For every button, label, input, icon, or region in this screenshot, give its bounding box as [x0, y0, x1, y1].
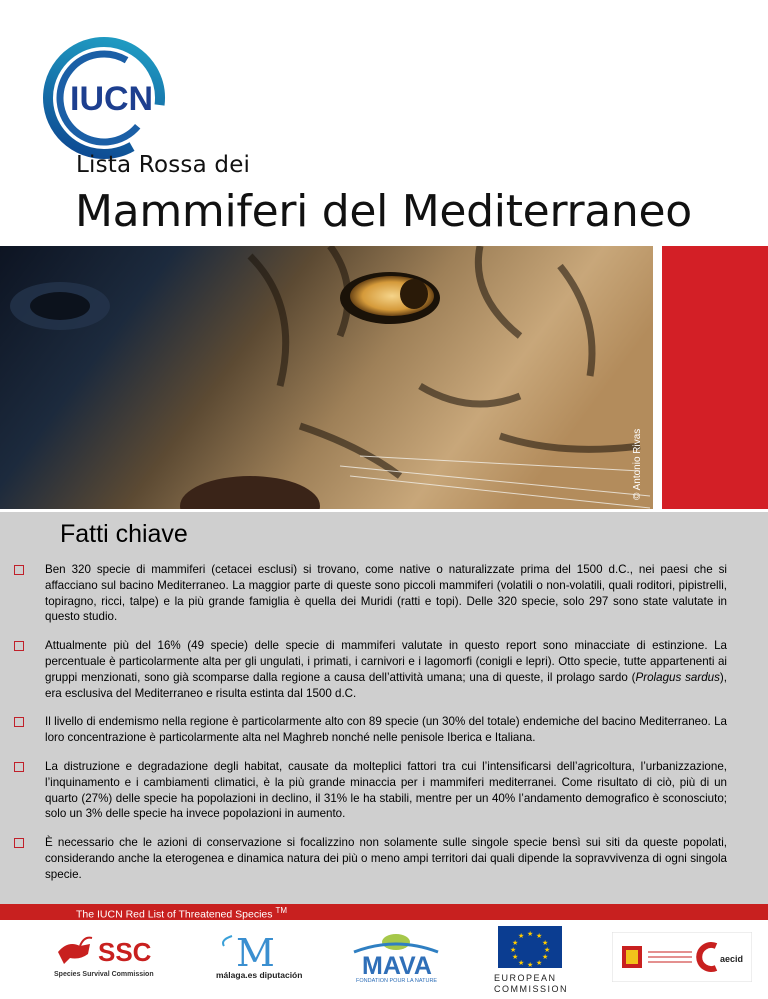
svg-text:★: ★	[510, 946, 517, 954]
svg-text:★: ★	[518, 959, 525, 967]
aecid-text: aecid	[720, 954, 744, 964]
fact-text: Ben 320 specie di mammiferi (cetacei esclusi) si trovano, come native o naturalizzate prima del 1500 d.C., nei paesi che si affacciano sul bacino Mediterraneo. La maggior parte di queste sono piccoli mammiferi (volatili o non-volatili, quali roditori, pipistrelli, topiragno, ricci, talpe) e la più grande famiglia è quella dei Muridi (ratti e topi). Delle 320 specie, solo 297 sono state valutate in questo studio.	[45, 563, 727, 624]
svg-text:★: ★	[536, 932, 543, 940]
key-facts-section	[0, 512, 768, 904]
mava-subtext: FONDATION POUR LA NATURE	[356, 978, 438, 984]
checkbox-bullet-icon	[14, 838, 24, 848]
photo-credit: © Antonio Rivas	[632, 428, 643, 500]
fact-item	[14, 638, 727, 701]
ssc-text: SSC	[98, 937, 152, 967]
page-title: Mammiferi del Mediterraneo	[75, 186, 692, 237]
mava-text: MAVA	[362, 952, 432, 980]
red-list-text: The IUCN Red List of Threatened Species	[76, 908, 273, 921]
checkbox-bullet-icon	[14, 565, 24, 575]
svg-text:★: ★	[512, 939, 519, 947]
red-side-panel	[662, 246, 768, 509]
fact-item	[14, 714, 727, 746]
eu-commission-logo	[492, 926, 572, 994]
svg-text:★: ★	[542, 953, 549, 961]
malaga-text: málaga.es diputación	[216, 970, 303, 980]
key-facts-list	[14, 562, 727, 896]
key-facts-heading: Fatti chiave	[60, 520, 188, 548]
checkbox-bullet-icon	[14, 641, 24, 651]
svg-text:★: ★	[518, 932, 525, 940]
malaga-logo	[214, 932, 314, 982]
fact-text: Il livello di endemismo nella regione è particolarmente alto con 89 specie (un 30% del totale) endemiche del bacino Mediterraneo. La loro concentrazione è particolarmente alta nel Maghreb nonché nelle penisole Iberica e Italiana.	[45, 715, 727, 745]
fact-item	[14, 562, 727, 625]
subtitle: Lista Rossa dei	[76, 152, 251, 178]
ec-line2: COMMISSION	[494, 984, 569, 994]
ec-line1: EUROPEAN	[494, 973, 557, 983]
svg-text:★: ★	[527, 930, 534, 938]
checkbox-bullet-icon	[14, 762, 24, 772]
iucn-logo-text: IUCN	[70, 80, 154, 118]
ibex-icon	[58, 944, 90, 964]
fact-text: La distruzione e degradazione degli habitat, causate da molteplici fattori tra cui l’intensificarsi dell’agricoltura, l’urbanizzazione, l’inquinamento e i cambiamenti climatici, è la più grande minaccia per i mammiferi mediterranei. Come risultato di ciò, più di un quarto (27%) delle specie ha popolazioni in declino, il 31% le ha stabili, mentre per un 40% l’andamento demografico è sconosciuto; solo un 3% delle specie ha invece popolazioni in aumento.	[45, 759, 727, 821]
trademark: TM	[275, 906, 288, 915]
ssc-logo	[54, 934, 174, 982]
malaga-letter: M	[236, 932, 275, 975]
aecid-logo	[612, 932, 752, 982]
fact-text: Attualmente più del 16% (49 specie) delle specie di mammiferi valutate in questo report sono minacciate di estinzione. La percentuale è particolarmente alta per gli ungulati, i primati, i carnivori e i lagomorfi (conigli e lepri). Otto specie, tutte appartenenti ai gruppi menzionati, sono già scomparse dalla regione a causa dell’attività umana; una di queste, il prolago sardo (Prolagus sardus), era esclusiva del Mediterraneo e risulta estinta dal 1500 d.C.	[45, 639, 727, 700]
svg-text:★: ★	[512, 953, 519, 961]
scientific-name: Prolagus sardus	[635, 670, 720, 684]
iucn-logo	[36, 34, 176, 164]
fact-text: È necessario che le azioni di conservazione si focalizzino non solamente sulle singole specie bensì sui siti da queste popolati, considerando anche la eterogenea e dinamica natura dei più o meno ampi territori dai quali dipende la sopravvivenza di ogni singola specie.	[45, 836, 727, 881]
svg-text:★: ★	[536, 959, 543, 967]
red-list-label	[76, 906, 287, 921]
svg-text:★: ★	[544, 946, 551, 954]
svg-text:★: ★	[527, 961, 534, 969]
lynx-photo	[0, 246, 653, 509]
fact-item	[14, 835, 727, 882]
fact-item	[14, 759, 727, 822]
ssc-subtext: Species Survival Commission	[54, 971, 154, 978]
partner-logos	[0, 920, 768, 994]
checkbox-bullet-icon	[14, 717, 24, 727]
mava-logo	[346, 930, 446, 984]
svg-text:★: ★	[542, 939, 549, 947]
